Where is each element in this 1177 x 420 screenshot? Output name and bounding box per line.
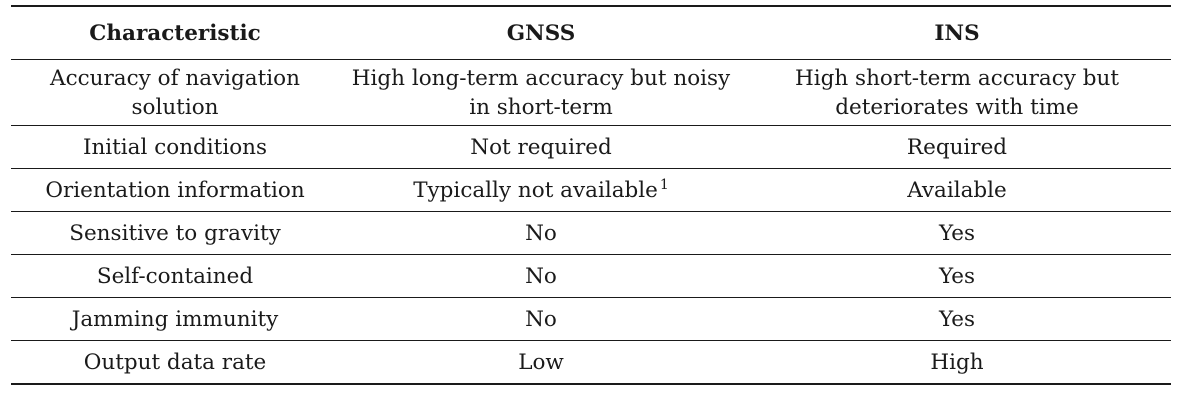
cell-text: High long-term accuracy but noisy in short-term xyxy=(351,65,731,120)
cell-ins: Yes xyxy=(743,255,1171,298)
table-row xyxy=(11,60,1171,126)
table-row xyxy=(11,298,1171,341)
cell-text: Accuracy of navigation solution xyxy=(50,65,300,120)
cell-characteristic: Initial conditions xyxy=(11,126,339,169)
cell-ins xyxy=(743,60,1171,126)
cell-text: High short-term accuracy but deteriorates with time xyxy=(794,65,1120,120)
cell-gnss: Low xyxy=(339,341,743,385)
cell-ins: High xyxy=(743,341,1171,385)
cell-text: Typically not available xyxy=(413,177,658,203)
cell-characteristic: Orientation information xyxy=(11,169,339,212)
cell-ins: Available xyxy=(743,169,1171,212)
footnote-marker: 1 xyxy=(659,176,669,193)
header-gnss: GNSS xyxy=(506,20,576,46)
cell-characteristic: Sensitive to gravity xyxy=(11,212,339,255)
table-row xyxy=(11,126,1171,169)
cell-characteristic: Output data rate xyxy=(11,341,339,385)
cell-gnss: No xyxy=(339,255,743,298)
cell-ins: Yes xyxy=(743,298,1171,341)
cell-characteristic xyxy=(11,60,339,126)
cell-ins: Yes xyxy=(743,212,1171,255)
cell-gnss: No xyxy=(339,212,743,255)
cell-ins: Required xyxy=(743,126,1171,169)
cell-gnss: No xyxy=(339,298,743,341)
table-row xyxy=(11,169,1171,212)
table-row xyxy=(11,212,1171,255)
cell-gnss: Not required xyxy=(339,126,743,169)
cell-gnss xyxy=(339,60,743,126)
header-row xyxy=(11,6,1171,60)
table-row xyxy=(11,255,1171,298)
comparison-table-container xyxy=(11,5,1171,385)
cell-characteristic: Jamming immunity xyxy=(11,298,339,341)
cell-gnss xyxy=(339,169,743,212)
table-row xyxy=(11,341,1171,385)
gnss-ins-comparison-table xyxy=(11,5,1171,385)
header-ins: INS xyxy=(934,20,980,46)
header-characteristic: Characteristic xyxy=(89,20,261,46)
table-header xyxy=(11,6,1171,60)
table-body xyxy=(11,60,1171,385)
cell-characteristic: Self-contained xyxy=(11,255,339,298)
